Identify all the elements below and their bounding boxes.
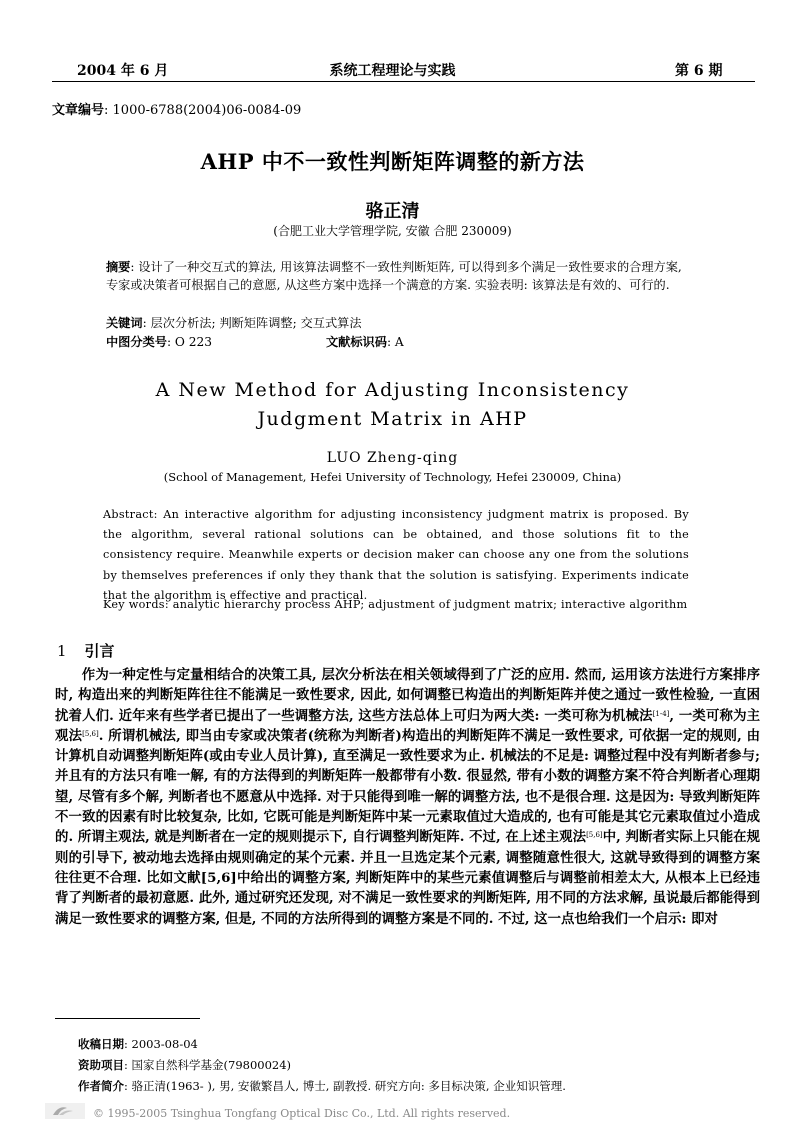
author-bio-label: 作者简介 [78,1079,124,1093]
footnote-rule [55,1018,200,1019]
article-number [52,99,301,118]
keywords-en: Key words: analytic hierarchy process AHP; adjustment of judgment matrix; interactive algorithm [103,598,688,611]
body-run: 作为一种定性与定量相结合的决策工具, 层次分析法在相关领域得到了广泛的应用. 然而, 运用该方法进行方案排序时, 构造出来的判断矩阵往往不能满足一致性要求, 因此, 如何调整已构造出的判断矩阵并使之通过一致性检验, 一直困扰着人们. 近年来有些学者已提出了一些调整方法, 这些方法总体上可归为两大类: 一类可称为机械法 [55,667,760,724]
body-run: 中, 判断者实际上只能在规则的引导下, 被动地去选择由规则确定的某个元素. 并且一旦选定某个元素, 调整随意性很大, 这就导致得到的调整方案往往更不合理. 比如文献[5,6]中给出的调整方案, 判断矩阵中的某些元素值调整后与调整前相差太大, 从根本上已经违背了判断者的最初意愿. 此外, 通过研究还发现, 对不满足一致性要求的判断矩阵, 用不同的方法求解, 虽说最后都能得到满足一致性要求的调整方案, 但是, 不同的方法所得到的调整方案是不同的. 不过, 这一点也给我们一个启示: 即对 [55,829,760,927]
funding-label: 资助项目 [78,1058,124,1072]
footnote-funding [78,1057,291,1073]
author-en: LUO Zheng-qing [326,450,459,466]
received-label: 收稿日期 [78,1037,124,1051]
body-text [55,665,760,929]
keywords-cn-label: 关键词 [106,316,143,330]
title-cn: AHP 中不一致性判断矩阵调整的新方法 [200,149,585,174]
body-paragraph [55,665,760,929]
clc-label: 中图分类号 [106,335,167,349]
citation-ref[interactable]: [5,6] [82,729,99,738]
abstract-cn [106,258,690,294]
header-journal: 系统工程理论与实践 [329,63,456,79]
footnote-received [78,1036,198,1052]
document-code [326,333,404,350]
citation-ref[interactable]: [1-4] [652,709,670,718]
doc-code-label: 文献标识码 [326,335,387,349]
affiliation-en: (School of Management, Hefei University of Technology, Hefei 230009, China) [163,470,622,484]
citation-ref[interactable]: [5,6] [586,831,603,840]
title-en [0,376,785,434]
title-en-line-1: A New Method for Adjusting Inconsistency [155,379,630,401]
copyright-notice: © 1995-2005 Tsinghua Tongfang Optical Disc Co., Ltd. All rights reserved. [93,1107,511,1120]
received-value: : 2003-08-04 [124,1037,198,1051]
header-rule [52,81,755,82]
cnki-logo-icon [45,1103,85,1119]
clc-number [106,333,212,350]
keywords-cn-text: : 层次分析法; 判断矩阵调整; 交互式算法 [142,316,362,330]
abstract-cn-label: 摘要 [106,260,131,274]
section-number: 1 [57,642,67,660]
article-number-value: : 1000-6788(2004)06-0084-09 [104,103,302,118]
header-date: 2004 年 6 月 [77,63,169,79]
article-number-label: 文章编号 [52,103,105,118]
section-title: 引言 [84,642,115,660]
abstract-en: Abstract: An interactive algorithm for adjusting inconsistency judgment matrix is proposed. By the algorithm, several rational solutions can be obtained, and those solutions fit to the consistency require. Meanwhile experts or decision maker can choose any one from the solutions by themselves preferences if only they thank that the solution is satisfying. Experiments indicate that the algorithm is effective and practical. [103,508,689,602]
body-run: . 所谓机械法, 即当由专家或决策者(统称为判断者)构造出的判断矩阵不满足一致性要求, 可依据一定的规则, 由计算机自动调整判断矩阵(或由专业人员计算), 直至满足一致性要求为止. 机械法的不足是: 调整过程中没有判断者参与; 并且有的方法只有唯一解, 有的方法得到的判断矩阵一般都带有小数. 很显然, 带有小数的调整方案不符合判断者心理期望, 尽管有多个解, 判断者也不愿意从中选择. 对于只能得到唯一解的调整方法, 也不是很合理. 这是因为: 导致判断矩阵不一致的因素有时比较复杂, 比如, 它既可能是判断矩阵中某一元素取值过大造成的, 也有可能是其它元素取值过小造成的. 所谓主观法, 就是判断者在一定的规则提示下, 自行调整判断矩阵. 不过, 在上述主观法 [55,727,761,846]
body-run: , 一类可称为主观法 [55,707,761,744]
author-bio-value: : 骆正清(1963- ), 男, 安徽繁昌人, 博士, 副教授. 研究方向: 多目标决策, 企业知识管理. [124,1079,566,1093]
keywords-cn [106,314,362,331]
author-cn: 骆正清 [365,201,420,222]
section-heading [57,640,115,661]
clc-value: : O 223 [166,335,213,349]
footnote-author-bio [78,1078,566,1094]
doc-code-value: : A [386,335,404,349]
funding-value: : 国家自然科学基金(79800024) [124,1058,292,1072]
title-en-line-2: Judgment Matrix in AHP [257,408,528,430]
abstract-cn-text: : 设计了一种交互式的算法, 用该算法调整不一致性判断矩阵, 可以得到多个满足一致性要求的合理方案, 专家或决策者可根据自己的意愿, 从这些方案中选择一个满意的方案. 实验表明: 该算法是有效的、可行的. [106,260,682,292]
header-issue: 第 6 期 [675,63,723,79]
affiliation-cn: (合肥工业大学管理学院, 安徽 合肥 230009) [273,224,512,238]
